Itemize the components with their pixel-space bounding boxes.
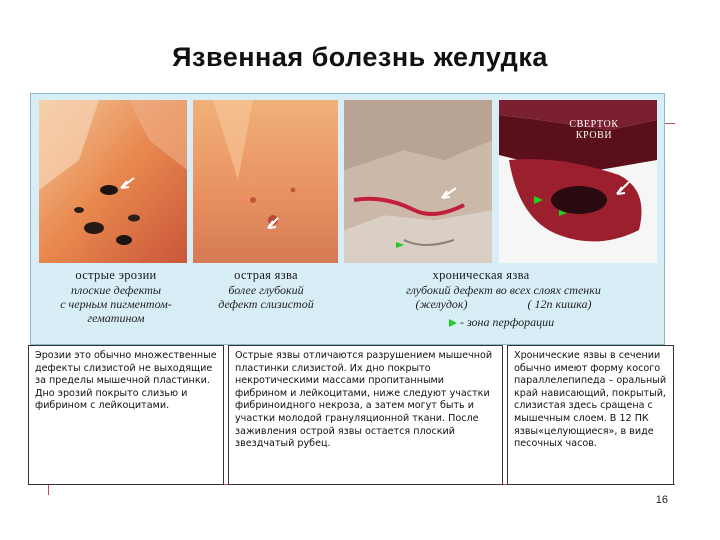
caption-sub-acute-ulcer: более глубокий дефект слизистой [218,283,314,311]
perforation-marker-icon [449,319,457,327]
photo-acute-erosions [39,100,187,263]
caption-sub-chronic-ulcer: глубокий дефект во всех слоях стенки (желудок) ( 12п кишка) [406,283,601,311]
caption-sub-erosions: плоские дефекты с черным пигментом- гематином [60,283,172,325]
page-number: 16 [655,494,668,506]
perforation-legend [449,315,554,330]
text-box-acute-ulcer: Острые язвы отличаются разрушением мышечной пластинки слизистой. Их дно покрыто некротическими массами пропитанными фибрином и лейкоцитами, ниже следуют участки фибриноидного некроза, а затем могут быть и участки молодой грануляционной ткани. После заживления острой язвы остается плоский звездчатый рубец. [228,345,503,485]
slide-title: Язвенная болезнь желудка [172,42,548,72]
text-box-chronic-ulcer: Хронические язвы в сечении обычно имеют форму косого параллелепипеда – оральный край нависающий, покрытый, слизистая здесь сращена с мышечным слоем. В 12 ПК язвы«целующиеся», в виде песочных часов. [507,345,674,485]
caption-heading-erosions: острые эрозии [75,268,157,282]
perforation-label: - зона перфорации [460,315,555,329]
caption-heading-chronic-ulcer: хроническая язва [432,268,530,282]
photo-acute-ulcer [193,100,338,263]
caption-heading-acute-ulcer: острая язва [234,268,298,282]
clot-label: СВЕРТОК КРОВИ [569,119,619,141]
photo-chronic-ulcer-stomach [344,100,492,263]
text-box-erosions: Эрозии это обычно множественные дефекты слизистой не выходящие за пределы мышечной пластинки. Дно эрозий покрыто слизью и фибрином с лейкоцитами. [28,345,224,485]
